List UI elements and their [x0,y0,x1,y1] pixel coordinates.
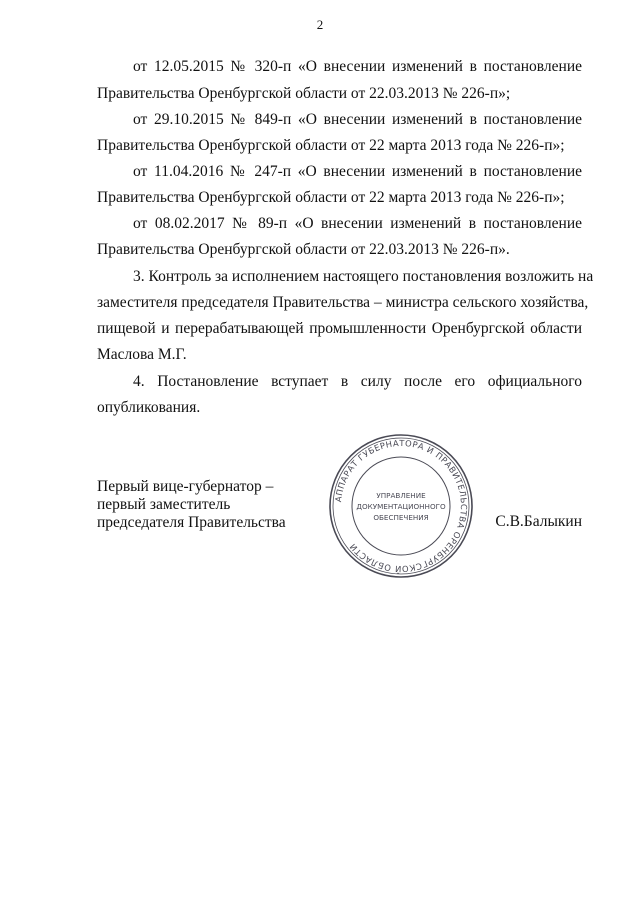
amendment-1-line-2: Правительства Оренбургской области от 22.03.2013 № 226-п»; [97,85,511,102]
amendment-1-line-1: от 12.05.2015 № 320-п «О внесении изменений в постановление [133,58,582,75]
amendment-3-line-1: от 11.04.2016 № 247-п «О внесении изменений в постановление [133,163,582,180]
amendment-3-line-2: Правительства Оренбургской области от 22 марта 2013 года № 226-п»; [97,189,565,206]
stamp-center-line-3: ОБЕСПЕЧЕНИЯ [373,513,429,522]
amendment-4-line-2: Правительства Оренбургской области от 22.03.2013 № 226-п». [97,241,510,258]
stamp-seal-icon [328,433,474,579]
clause4-line-2: опубликования. [97,399,201,416]
clause4-line-1: 4. Постановление вступает в силу после его официального [133,373,582,390]
clause3-line-2: заместителя председателя Правительства – министра сельского хозяйства, [97,294,589,311]
signatory-title [97,478,286,532]
amendment-2-line-2: Правительства Оренбургской области от 22 марта 2013 года № 226-п»; [97,137,565,154]
amendment-2-line-1: от 29.10.2015 № 849-п «О внесении изменений в постановление [133,111,582,128]
signatory-title-line-2: первый заместитель [97,496,231,513]
stamp-center-line-1: УПРАВЛЕНИЕ [376,491,426,500]
official-stamp [328,433,474,579]
signatory-title-line-3: председателя Правительства [97,514,286,531]
clause3-line-1: 3. Контроль за исполнением настоящего постановления возложить на [133,268,594,285]
page-number: 2 [316,17,324,32]
amendment-4-line-1: от 08.02.2017 № 89-п «О внесении изменений в постановление [133,215,582,232]
signatory-name: С.В.Балыкин [495,513,582,530]
signatory-title-line-1: Первый вице-губернатор – [97,478,274,495]
clause3-line-3: пищевой и перерабатывающей промышленности Оренбургской области [97,320,582,337]
stamp-center-line-2: ДОКУМЕНТАЦИОННОГО [356,502,446,511]
stamp-ring-text: АППАРАТ ГУБЕРНАТОРА И ПРАВИТЕЛЬСТВА ОРЕНБУРГСКОЙ ОБЛАСТИ [333,437,470,575]
clause3-line-4: Маслова М.Г. [97,346,187,363]
